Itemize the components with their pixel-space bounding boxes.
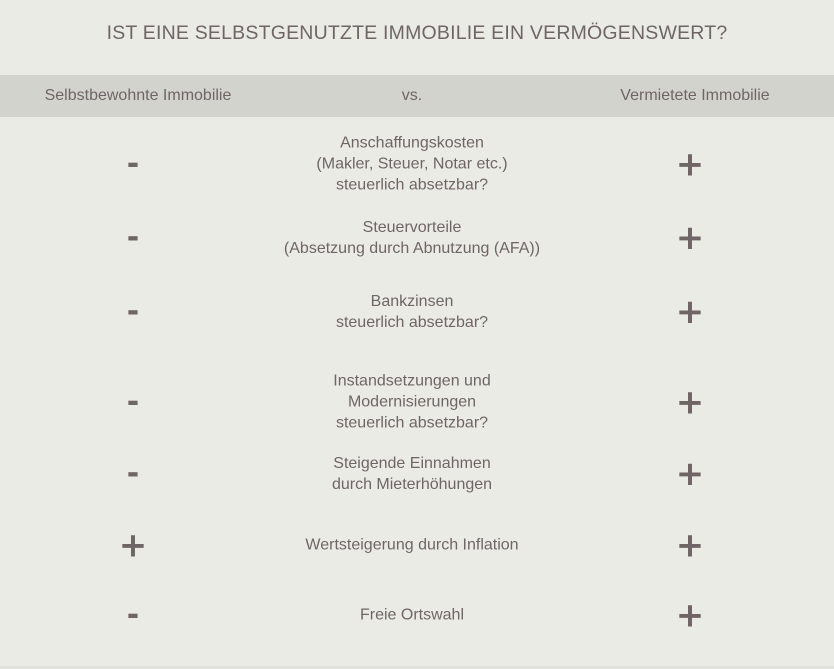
minus-sign-icon: - bbox=[126, 456, 140, 491]
comparison-row-acquisition-costs bbox=[0, 133, 834, 196]
row-label: Anschaffungskosten (Makler, Steuer, Notar etc.) steuerlich absetzbar? bbox=[316, 134, 508, 194]
comparison-row-bank-interest bbox=[0, 291, 834, 333]
minus-sign-icon: - bbox=[126, 146, 140, 181]
comparison-row-free-location bbox=[0, 595, 834, 635]
plus-sign-icon: + bbox=[118, 525, 148, 565]
plus-sign-icon: + bbox=[675, 382, 705, 422]
plus-sign-icon: + bbox=[675, 595, 705, 635]
minus-sign-icon: - bbox=[126, 294, 140, 329]
plus-sign-icon: + bbox=[675, 454, 705, 494]
row-label: Steigende Einnahmen durch Mieterhöhungen bbox=[331, 455, 493, 493]
comparison-row-tax-benefits bbox=[0, 217, 834, 259]
row-label: Steuervorteile (Absetzung durch Abnutzung (AFA)) bbox=[283, 219, 541, 257]
header-rented: Vermietete Immobilie bbox=[620, 87, 770, 104]
header-owner-occupied: Selbstbewohnte Immobilie bbox=[44, 87, 232, 104]
minus-sign-icon: - bbox=[126, 597, 140, 632]
plus-sign-icon: + bbox=[675, 525, 705, 565]
row-label: Bankzinsen steuerlich absetzbar? bbox=[335, 293, 489, 331]
comparison-header bbox=[0, 75, 834, 117]
minus-sign-icon: - bbox=[126, 384, 140, 419]
row-label: Wertsteigerung durch Inflation bbox=[305, 536, 519, 554]
minus-sign-icon: - bbox=[126, 220, 140, 255]
row-label: Freie Ortswahl bbox=[359, 606, 465, 624]
comparison-row-inflation bbox=[0, 525, 834, 565]
plus-sign-icon: + bbox=[675, 292, 705, 332]
plus-sign-icon: + bbox=[675, 218, 705, 258]
comparison-row-renovations bbox=[0, 371, 834, 434]
row-label: Instandsetzungen und Modernisierungen steuerlich absetzbar? bbox=[333, 372, 491, 432]
page-title: IST EINE SELBSTGENUTZTE IMMOBILIE EIN VERMÖGENSWERT? bbox=[106, 22, 728, 44]
header-versus: vs. bbox=[401, 87, 423, 104]
comparison-row-rising-income bbox=[0, 453, 834, 495]
plus-sign-icon: + bbox=[675, 144, 705, 184]
